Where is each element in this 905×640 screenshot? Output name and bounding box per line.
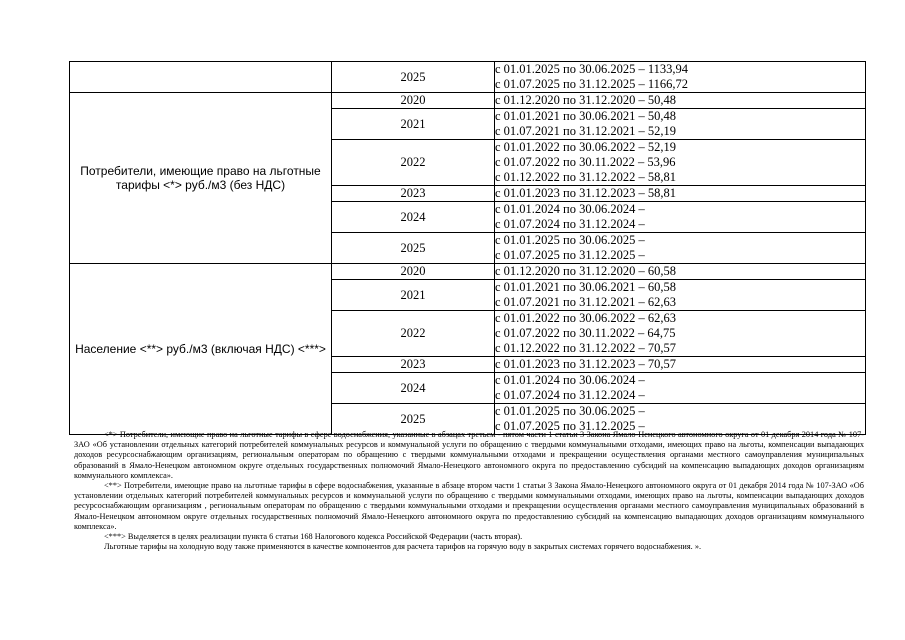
tariff-value: с 01.07.2021 по 31.12.2021 – 62,63	[495, 295, 676, 309]
tariff-values-cell	[495, 264, 866, 280]
year-cell: 2025	[332, 404, 495, 435]
tariff-value: с 01.01.2023 по 31.12.2023 – 58,81	[495, 186, 676, 200]
tariff-value: с 01.01.2025 по 30.06.2025 – 1133,94	[495, 62, 689, 76]
tariff-values-cell	[495, 373, 866, 404]
footnote-preferential: <*> Потребители, имеющие право на льготные тарифы в сфере водоснабжения, указанные в абзацах третьем - пятом части 1 статьи 3 Закона Ямало-Ненецкого автономного округа от 01 декабря 2014 года № 107-ЗАО «Об установлении отдельных категорий потребителей коммунальных ресурсов и коммунальной услуги по обращению с твердыми коммунальными отходами, имеющих право на льготы, компенсации выпадающих доходов ресурсоснабжающим организациям, региональным операторам по обращению с твердыми коммунальными отходами и прекращении осуществления органами местного самоуправления муниципальных образований в Ямало-Ненецком автономном округе отдельных государственных полномочий Ямало-Ненецкого автономного округа по предоставлению субсидий на компенсацию выпадающих доходов организациям коммунального комплекса».	[74, 430, 864, 480]
tariff-values-cell	[495, 93, 866, 109]
footnote-hot-water: Льготные тарифы на холодную воду также применяются в качестве компонентов для расчета тарифов на горячую воду в закрытых системах горячего водоснабжения. ».	[104, 542, 702, 552]
year-cell: 2020	[332, 264, 495, 280]
tariff-value: с 01.07.2024 по 31.12.2024 –	[495, 217, 645, 231]
tariff-value: с 01.12.2022 по 31.12.2022 – 58,81	[495, 170, 676, 184]
footnote-vat: <***> Выделяется в целях реализации пункта 6 статьи 168 Налогового кодекса Российской Федерации (часть вторая).	[104, 532, 523, 542]
tariff-value: с 01.01.2022 по 30.06.2022 – 52,19	[495, 140, 676, 154]
year-cell: 2024	[332, 373, 495, 404]
year-cell: 2022	[332, 140, 495, 186]
tariff-values-cell	[495, 357, 866, 373]
tariff-table	[69, 61, 866, 435]
tariff-value: с 01.07.2021 по 31.12.2021 – 52,19	[495, 124, 676, 138]
tariff-value: с 01.12.2020 по 31.12.2020 – 50,48	[495, 93, 676, 107]
tariff-values-cell	[495, 140, 866, 186]
tariff-values-cell	[495, 62, 866, 93]
tariff-value: с 01.01.2021 по 30.06.2021 – 60,58	[495, 280, 676, 294]
tariff-value: с 01.07.2025 по 31.12.2025 – 1166,72	[495, 77, 689, 91]
tariff-value: с 01.01.2021 по 30.06.2021 – 50,48	[495, 109, 676, 123]
tariff-values-cell	[495, 109, 866, 140]
category-cell: Потребители, имеющие право на льготные тарифы <*> руб./м3 (без НДС)	[70, 93, 332, 264]
tariff-values-cell	[495, 311, 866, 357]
tariff-values-cell	[495, 233, 866, 264]
tariff-values-cell	[495, 280, 866, 311]
year-cell: 2023	[332, 186, 495, 202]
tariff-value: с 01.07.2025 по 31.12.2025 –	[495, 248, 645, 262]
footnotes	[74, 430, 864, 552]
tariff-value: с 01.01.2023 по 31.12.2023 – 70,57	[495, 357, 676, 371]
tariff-value: с 01.07.2025 по 31.12.2025 –	[495, 419, 645, 433]
year-cell: 2022	[332, 311, 495, 357]
year-cell: 2021	[332, 280, 495, 311]
year-cell: 2023	[332, 357, 495, 373]
tariff-table-body	[70, 62, 866, 435]
tariff-value: с 01.01.2025 по 30.06.2025 –	[495, 404, 645, 418]
table-row	[70, 264, 866, 280]
tariff-value: с 01.07.2024 по 31.12.2024 –	[495, 388, 645, 402]
table-row	[70, 93, 866, 109]
tariff-value: с 01.12.2020 по 31.12.2020 – 60,58	[495, 264, 676, 278]
year-cell: 2021	[332, 109, 495, 140]
year-cell: 2025	[332, 233, 495, 264]
year-cell: 2025	[332, 62, 495, 93]
year-cell: 2024	[332, 202, 495, 233]
table-row	[70, 62, 866, 93]
category-cell: Население <**> руб./м3 (включая НДС) <***>	[70, 264, 332, 435]
tariff-values-cell	[495, 202, 866, 233]
tariff-value: с 01.07.2022 по 30.11.2022 – 64,75	[495, 326, 676, 340]
tariff-value: с 01.01.2025 по 30.06.2025 –	[495, 233, 645, 247]
tariff-value: с 01.01.2022 по 30.06.2022 – 62,63	[495, 311, 676, 325]
category-cell	[70, 62, 332, 93]
tariff-value: с 01.07.2022 по 30.11.2022 – 53,96	[495, 155, 676, 169]
tariff-values-cell	[495, 186, 866, 202]
footnote-population: <**> Потребители, имеющие право на льготные тарифы в сфере водоснабжения, указанные в абзаце втором части 1 статьи 3 Закона Ямало-Ненецкого автономного округа от 01 декабря 2014 года № 107-ЗАО «Об установлении отдельных категорий потребителей коммунальных ресурсов и коммунальной услуги по обращению с твердыми коммунальными отходами, имеющих право на льготы, компенсации выпадающих доходов ресурсоснабжающим организациям , региональным операторам по обращению с твердыми коммунальными отходами и прекращении осуществления органами местного самоуправления муниципальных образований в Ямало-Ненецком автономном округе отдельных государственных полномочий Ямало-Ненецкого автономного округа по предоставлению субсидий на компенсацию выпадающих доходов организациям коммунального комплекса».	[74, 481, 864, 531]
year-cell: 2020	[332, 93, 495, 109]
tariff-value: с 01.01.2024 по 30.06.2024 –	[495, 202, 645, 216]
tariff-value: с 01.12.2022 по 31.12.2022 – 70,57	[495, 341, 676, 355]
tariff-value: с 01.01.2024 по 30.06.2024 –	[495, 373, 645, 387]
